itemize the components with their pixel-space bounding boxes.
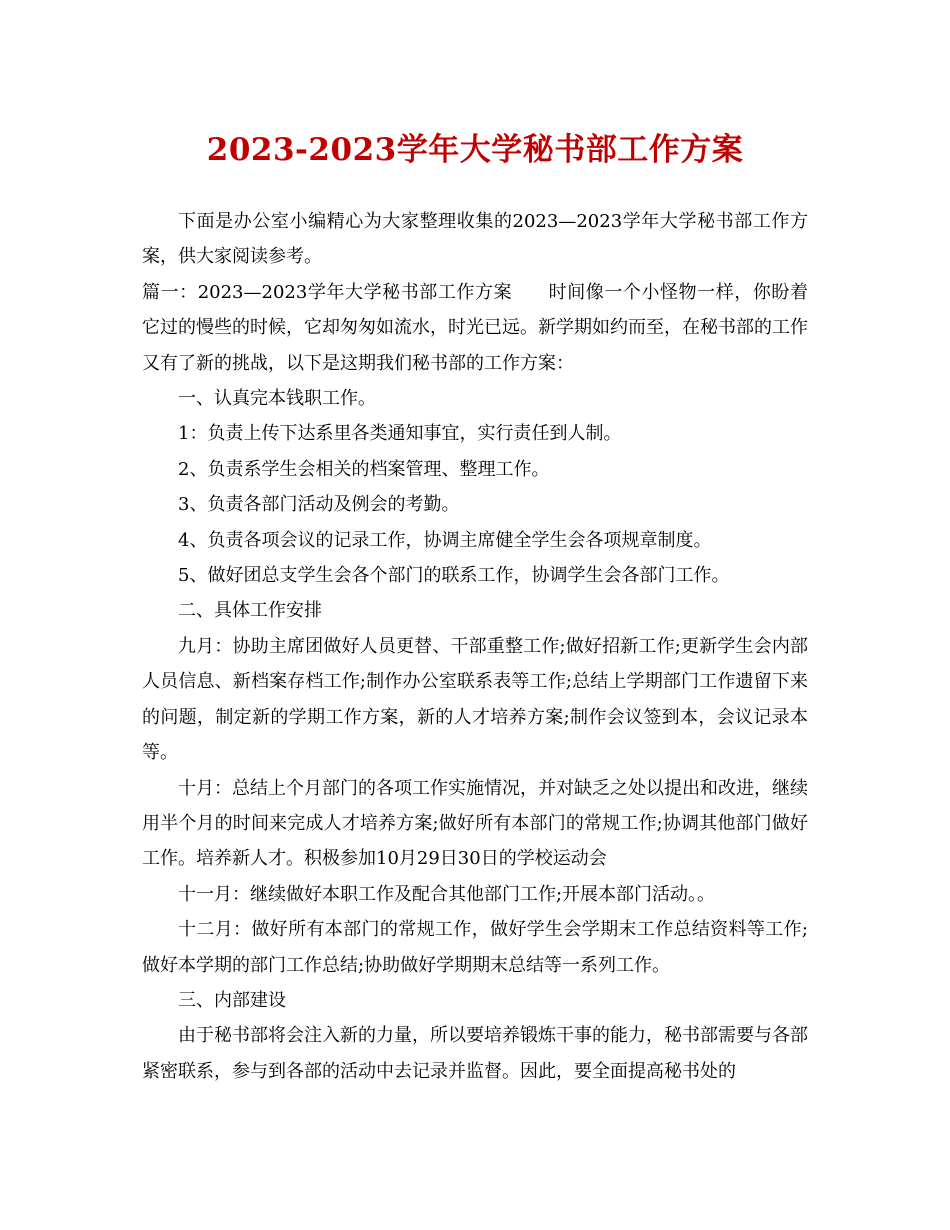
duty-heading: 一、认真完本钱职工作。	[178, 388, 376, 410]
december-plan: 十二月：做好所有本部门的常规工作，做好学生会学期末工作总结资料等工作;做好本学期的部门工作总结;协助做好学期期末总结等一系列工作。	[142, 919, 808, 976]
document-body	[142, 204, 808, 1089]
duty-item-1: 1：负责上传下达系里各类通知事宜，实行责任到人制。	[178, 423, 622, 445]
schedule-heading: 二、具体工作安排	[178, 600, 322, 622]
document-title: 2023-2023学年大学秘书部工作方案	[206, 132, 744, 168]
duty-item-5: 5、做好团总支学生会各个部门的联系工作，协调学生会各部门工作。	[178, 565, 730, 587]
september-plan: 九月：协助主席团做好人员更替、干部重整工作;做好招新工作;更新学生会内部人员信息、新档案存档工作;制作办公室联系表等工作;总结上学期部门工作遗留下来的问题，制定新的学期工作方案，新的人才培养方案;制作会议签到本，会议记录本等。	[142, 635, 808, 764]
section-lead: 时间像一个小怪物一样，你盼着它过的慢些的时候，它却匆匆如流水，时光已远。新学期如约而至，在秘书部的工作又有了新的挑战，以下是这期我们秘书部的工作方案：	[142, 281, 808, 374]
section-heading: 篇一：2023—2023学年大学秘书部工作方案	[142, 281, 513, 303]
internal-heading: 三、内部建设	[178, 989, 286, 1011]
duty-item-3: 3、负责各部门活动及例会的考勤。	[178, 494, 460, 516]
duty-item-4: 4、负责各项会议的记录工作，协调主席健全学生会各项规章制度。	[178, 529, 712, 551]
intro-paragraph: 下面是办公室小编精心为大家整理收集的2023—2023学年大学秘书部工作方案，供大家阅读参考。	[142, 211, 808, 268]
november-plan: 十一月：继续做好本职工作及配合其他部门工作;开展本部门活动。。	[178, 883, 716, 905]
october-plan: 十月：总结上个月部门的各项工作实施情况，并对缺乏之处以提出和改进，继续用半个月的时间来完成人才培养方案;做好所有本部门的常规工作;协调其他部门做好工作。培养新人才。积极参加10月29日30日的学校运动会	[142, 777, 808, 870]
internal-paragraph: 由于秘书部将会注入新的力量，所以要培养锻炼干事的能力，秘书部需要与各部紧密联系，参与到各部的活动中去记录并监督。因此，要全面提高秘书处的	[142, 1025, 808, 1082]
section-one-paragraph	[142, 275, 808, 381]
duty-item-2: 2、负责系学生会相关的档案管理、整理工作。	[178, 458, 550, 480]
